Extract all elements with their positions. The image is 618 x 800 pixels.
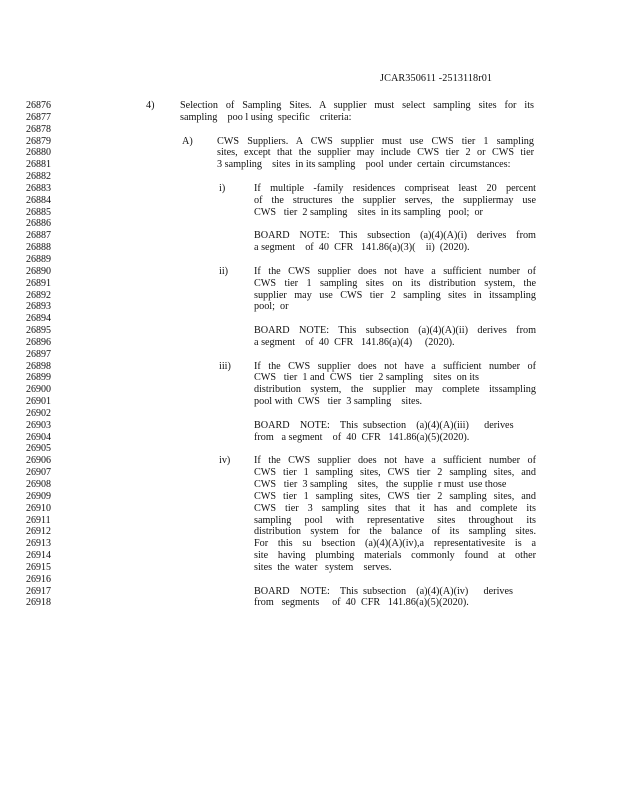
text-line	[0, 183, 618, 195]
text-line	[0, 538, 618, 550]
paragraph-text: pool with CWS tier 3 sampling sites.	[254, 396, 423, 408]
line-number: 26897	[26, 348, 51, 360]
text-line	[0, 337, 618, 349]
text-line	[0, 408, 618, 420]
text-line	[0, 147, 618, 159]
paragraph-text: BOARD NOTE: This subsection (a)(4)(A)(ii) derives from	[254, 325, 536, 337]
paragraph-text: CWS tier 1 and CWS tier 2 sampling sites on its	[254, 372, 479, 384]
text-line	[0, 100, 618, 112]
line-number: 26916	[26, 573, 51, 585]
text-line	[0, 112, 618, 124]
line-number: 26877	[26, 111, 51, 123]
subsection-label: ii)	[219, 265, 229, 277]
subsection-label: iii)	[219, 360, 231, 372]
paragraph-text: Selection of Sampling Sites. A supplier must select sampling sites for its	[180, 100, 534, 111]
paragraph-text: distribution system, the supplier may complete itssampling	[254, 384, 536, 396]
paragraph-text: sites the water system serves.	[254, 561, 392, 573]
line-number: 26905	[26, 443, 51, 455]
text-line	[0, 550, 618, 562]
paragraph-text: If the CWS supplier does not have a sufficient number of	[254, 360, 536, 372]
subsection-label: 4)	[146, 100, 155, 111]
line-number: 26913	[26, 538, 51, 550]
paragraph-text: of the structures the supplier serves, the suppliermay use	[254, 194, 536, 206]
paragraph-text: If multiple -family residences compriseat least 20 percent	[254, 182, 536, 194]
text-line	[0, 171, 618, 183]
paragraph-text: BOARD NOTE: This subsection (a)(4)(A)(iv) derives	[254, 585, 513, 597]
text-line	[0, 491, 618, 503]
line-number: 26914	[26, 550, 51, 562]
line-number: 26917	[26, 585, 51, 597]
paragraph-text: If the CWS supplier does not have a sufficient number of	[254, 455, 536, 467]
paragraph-text: site having plumbing materials commonly found at other	[254, 550, 536, 562]
line-number: 26876	[26, 100, 51, 111]
line-number: 26881	[26, 159, 51, 171]
line-number: 26887	[26, 230, 51, 242]
line-number: 26890	[26, 265, 51, 277]
text-line	[0, 396, 618, 408]
document-body	[0, 100, 618, 609]
text-line	[0, 515, 618, 527]
text-line	[0, 384, 618, 396]
paragraph-text: sites, except that the supplier may include CWS tier 2 or CWS tier	[217, 147, 534, 159]
line-number: 26882	[26, 171, 51, 183]
line-number: 26886	[26, 218, 51, 230]
line-number: 26878	[26, 123, 51, 135]
paragraph-text: BOARD NOTE: This subsection (a)(4)(A)(iii) derives	[254, 419, 514, 431]
paragraph-text: CWS tier 1 sampling sites on its distribution system, the	[254, 277, 536, 289]
paragraph-text: CWS tier 3 sampling sites, the supplie r must use those	[254, 479, 507, 490]
line-number: 26908	[26, 479, 51, 490]
line-number: 26889	[26, 253, 51, 265]
text-line	[0, 290, 618, 302]
text-line	[0, 230, 618, 242]
paragraph-text: distribution system for the balance of its sampling sites.	[254, 526, 536, 538]
text-line	[0, 432, 618, 444]
line-number: 26902	[26, 407, 51, 419]
text-line	[0, 372, 618, 384]
text-line	[0, 467, 618, 479]
line-number: 26911	[26, 514, 51, 526]
line-number: 26906	[26, 455, 51, 467]
text-line	[0, 301, 618, 313]
text-line	[0, 479, 618, 491]
text-line	[0, 207, 618, 219]
text-line	[0, 503, 618, 515]
paragraph-text: supplier may use CWS tier 2 sampling sites in itssampling	[254, 289, 536, 301]
text-line	[0, 420, 618, 432]
paragraph-text: a segment of 40 CFR 141.86(a)(3)( ii) (2020).	[254, 242, 470, 254]
line-number: 26903	[26, 419, 51, 431]
paragraph-text: sampling poo l using specific criteria:	[180, 111, 352, 123]
text-line	[0, 562, 618, 574]
text-line	[0, 586, 618, 598]
subsection-label: iv)	[219, 455, 231, 467]
text-line	[0, 278, 618, 290]
paragraph-text: CWS tier 1 sampling sites, CWS tier 2 sampling sites, and	[254, 467, 536, 479]
line-number: 26912	[26, 526, 51, 538]
line-number: 26899	[26, 372, 51, 384]
text-line	[0, 574, 618, 586]
text-line	[0, 254, 618, 266]
line-number: 26891	[26, 277, 51, 289]
paragraph-text: from segments of 40 CFR 141.86(a)(5)(2020).	[254, 597, 469, 609]
subsection-label: i)	[219, 182, 226, 194]
line-number: 26909	[26, 490, 51, 502]
text-line	[0, 349, 618, 361]
text-line	[0, 597, 618, 609]
text-line	[0, 455, 618, 467]
text-line	[0, 361, 618, 373]
line-number: 26880	[26, 147, 51, 159]
paragraph-text: BOARD NOTE: This subsection (a)(4)(A)(i) derives from	[254, 230, 536, 242]
text-line	[0, 218, 618, 230]
text-line	[0, 242, 618, 254]
line-number: 26915	[26, 561, 51, 573]
line-number: 26892	[26, 289, 51, 301]
paragraph-text: a segment of 40 CFR 141.86(a)(4) (2020).	[254, 336, 455, 348]
line-number: 26885	[26, 206, 51, 218]
line-number: 26898	[26, 360, 51, 372]
line-number: 26896	[26, 336, 51, 348]
text-line	[0, 325, 618, 337]
line-number: 26879	[26, 135, 51, 147]
line-number: 26907	[26, 467, 51, 479]
line-number: 26895	[26, 325, 51, 337]
paragraph-text: CWS tier 1 sampling sites, CWS tier 2 sampling sites, and	[254, 490, 536, 502]
line-number: 26894	[26, 313, 51, 325]
text-line	[0, 124, 618, 136]
paragraph-text: If the CWS supplier does not have a sufficient number of	[254, 265, 536, 277]
text-line	[0, 195, 618, 207]
line-number: 26910	[26, 502, 51, 514]
paragraph-text: from a segment of 40 CFR 141.86(a)(5)(2020).	[254, 431, 470, 443]
line-number: 26900	[26, 384, 51, 396]
line-number: 26884	[26, 194, 51, 206]
paragraph-text: 3 sampling sites in its sampling pool under certain circumstances:	[217, 159, 511, 171]
line-number: 26883	[26, 182, 51, 194]
line-number: 26901	[26, 396, 51, 408]
text-line	[0, 159, 618, 171]
paragraph-text: CWS tier 3 sampling sites that it has and complete its	[254, 502, 536, 514]
line-number: 26918	[26, 597, 51, 609]
document-header: JCAR350611 -2513118r01	[380, 73, 493, 84]
paragraph-text: CWS tier 2 sampling sites in its sampling pool; or	[254, 206, 483, 218]
text-line	[0, 136, 618, 148]
line-number: 26888	[26, 242, 51, 254]
paragraph-text: For this su bsection (a)(4)(A)(iv),a representativesite is a	[254, 538, 536, 550]
line-number: 26904	[26, 431, 51, 443]
text-line	[0, 526, 618, 538]
paragraph-text: CWS Suppliers. A CWS supplier must use CWS tier 1 sampling	[217, 135, 534, 147]
text-line	[0, 266, 618, 278]
paragraph-text: pool; or	[254, 301, 289, 313]
text-line	[0, 443, 618, 455]
paragraph-text: sampling pool with representative sites throughout its	[254, 514, 536, 526]
text-line	[0, 313, 618, 325]
line-number: 26893	[26, 301, 51, 313]
subsection-label: A)	[182, 135, 193, 147]
